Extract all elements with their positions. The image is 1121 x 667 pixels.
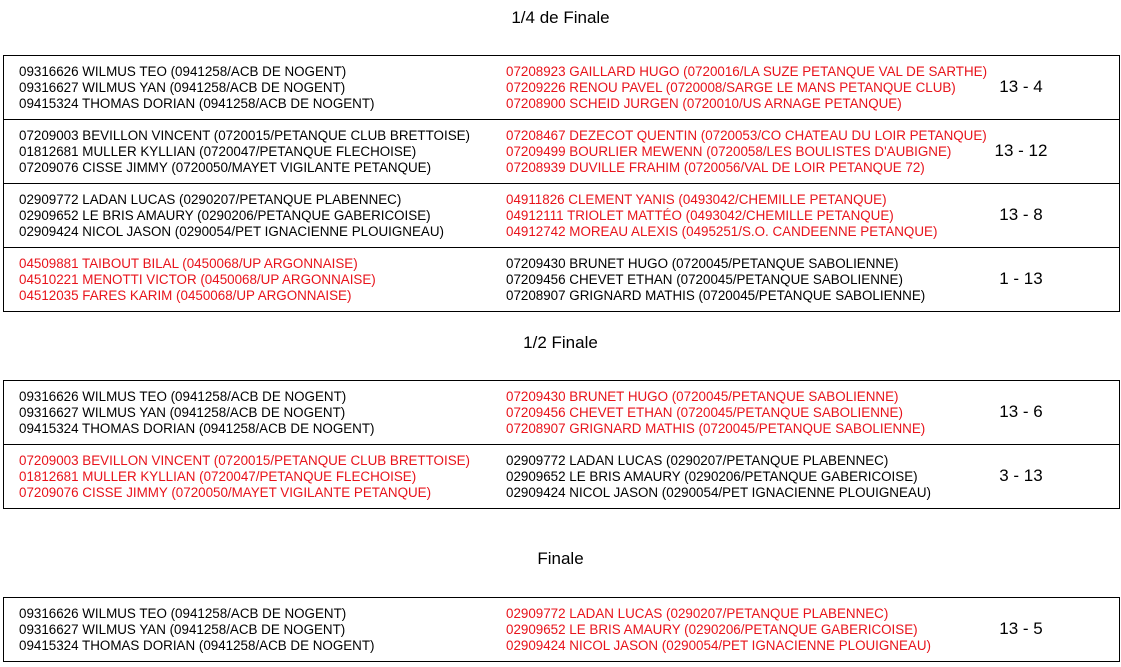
match-row xyxy=(4,56,1119,119)
player-entry: 07209076 CISSE JIMMY (0720050/MAYET VIGILANTE PETANQUE) xyxy=(19,485,432,501)
player-entry: 07209430 BRUNET HUGO (0720045/PETANQUE SABOLIENNE) xyxy=(506,389,899,404)
player-entry: 04512035 FARES KARIM (0450068/UP ARGONNAISE) xyxy=(19,288,352,304)
team-a-players xyxy=(19,256,376,305)
match-row xyxy=(4,444,1119,508)
team-a-players xyxy=(19,192,444,241)
team-a-players xyxy=(19,453,470,502)
team-b-players xyxy=(506,389,925,438)
team-b-players xyxy=(506,453,931,502)
match-score: 13 - 5 xyxy=(999,619,1043,638)
team-b-players xyxy=(506,192,937,241)
player-entry: 02909424 NICOL JASON (0290054/PET IGNACIENNE PLOUIGNEAU) xyxy=(19,224,444,240)
team-a-players xyxy=(19,389,375,438)
player-entry: 02909652 LE BRIS AMAURY (0290206/PETANQUE GABERICOISE) xyxy=(506,622,918,638)
player-entry: 09316627 WILMUS YAN (0941258/ACB DE NOGENT) xyxy=(19,622,346,638)
player-entry: 02909652 LE BRIS AMAURY (0290206/PETANQUE GABERICOISE) xyxy=(19,208,431,224)
player-entry: 04509881 TAIBOUT BILAL (0450068/UP ARGONNAISE) xyxy=(19,256,358,271)
player-entry: 09316627 WILMUS YAN (0941258/ACB DE NOGENT) xyxy=(19,405,346,421)
match-score: 13 - 8 xyxy=(999,205,1043,224)
stage-title-final: Finale xyxy=(537,549,584,568)
player-entry: 02909772 LADAN LUCAS (0290207/PETANQUE PLABENNEC) xyxy=(506,453,889,468)
results-table-final xyxy=(3,597,1120,662)
stage-title-semi-finals: 1/2 Finale xyxy=(523,333,598,352)
player-entry: 07209003 BEVILLON VINCENT (0720015/PETANQUE CLUB BRETTOISE) xyxy=(19,453,471,468)
match-score: 3 - 13 xyxy=(999,466,1043,485)
team-b-players xyxy=(506,256,925,305)
player-entry: 07209456 CHEVET ETHAN (0720045/PETANQUE SABOLIENNE) xyxy=(506,405,903,421)
player-entry: 09316626 WILMUS TEO (0941258/ACB DE NOGENT) xyxy=(19,606,347,621)
player-entry: 04911826 CLEMENT YANIS (0493042/CHEMILLE PETANQUE) xyxy=(506,192,887,207)
player-entry: 02909772 LADAN LUCAS (0290207/PETANQUE PLABENNEC) xyxy=(506,606,889,621)
player-entry: 09415324 THOMAS DORIAN (0941258/ACB DE NOGENT) xyxy=(19,638,375,654)
match-row xyxy=(4,598,1119,661)
match-row xyxy=(4,247,1119,311)
team-b-players xyxy=(506,128,987,177)
team-a-players xyxy=(19,606,375,655)
player-entry: 09415324 THOMAS DORIAN (0941258/ACB DE NOGENT) xyxy=(19,96,375,112)
player-entry: 07208923 GAILLARD HUGO (0720016/LA SUZE PETANQUE VAL DE SARTHE) xyxy=(506,64,988,79)
match-row xyxy=(4,183,1119,247)
player-entry: 02909424 NICOL JASON (0290054/PET IGNACIENNE PLOUIGNEAU) xyxy=(506,485,931,501)
match-score: 1 - 13 xyxy=(999,269,1043,288)
player-entry: 04912742 MOREAU ALEXIS (0495251/S.O. CANDEENNE PETANQUE) xyxy=(506,224,938,240)
player-entry: 09316626 WILMUS TEO (0941258/ACB DE NOGENT) xyxy=(19,389,347,404)
results-table-quarter-finals xyxy=(3,55,1120,312)
player-entry: 04912111 TRIOLET MATTÉO (0493042/CHEMILLE PETANQUE) xyxy=(506,208,894,224)
player-entry: 01812681 MULLER KYLLIAN (0720047/PETANQUE FLECHOISE) xyxy=(19,144,417,160)
player-entry: 07208907 GRIGNARD MATHIS (0720045/PETANQUE SABOLIENNE) xyxy=(506,288,926,304)
player-entry: 07208900 SCHEID JURGEN (0720010/US ARNAGE PETANQUE) xyxy=(506,96,902,112)
player-entry: 09316627 WILMUS YAN (0941258/ACB DE NOGENT) xyxy=(19,80,346,96)
stage-title-quarter-finals: 1/4 de Finale xyxy=(511,8,610,27)
player-entry: 07208907 GRIGNARD MATHIS (0720045/PETANQUE SABOLIENNE) xyxy=(506,421,926,437)
match-score: 13 - 6 xyxy=(999,402,1043,421)
player-entry: 07209003 BEVILLON VINCENT (0720015/PETANQUE CLUB BRETTOISE) xyxy=(19,128,471,143)
match-row xyxy=(4,381,1119,444)
team-a-players xyxy=(19,64,375,113)
team-b-players xyxy=(506,64,987,113)
player-entry: 07209076 CISSE JIMMY (0720050/MAYET VIGILANTE PETANQUE) xyxy=(19,160,432,176)
match-row xyxy=(4,119,1119,183)
player-entry: 02909652 LE BRIS AMAURY (0290206/PETANQUE GABERICOISE) xyxy=(506,469,918,485)
player-entry: 07209430 BRUNET HUGO (0720045/PETANQUE SABOLIENNE) xyxy=(506,256,899,271)
player-entry: 02909772 LADAN LUCAS (0290207/PETANQUE PLABENNEC) xyxy=(19,192,402,207)
team-b-players xyxy=(506,606,931,655)
player-entry: 01812681 MULLER KYLLIAN (0720047/PETANQUE FLECHOISE) xyxy=(19,469,417,485)
player-entry: 07208467 DEZECOT QUENTIN (0720053/CO CHATEAU DU LOIR PETANQUE) xyxy=(506,128,987,143)
player-entry: 09415324 THOMAS DORIAN (0941258/ACB DE NOGENT) xyxy=(19,421,375,437)
player-entry: 04510221 MENOTTI VICTOR (0450068/UP ARGONNAISE) xyxy=(19,272,376,288)
player-entry: 07209226 RENOU PAVEL (0720008/SARGE LE MANS PETANQUE CLUB) xyxy=(506,80,956,96)
team-a-players xyxy=(19,128,470,177)
player-entry: 07208939 DUVILLE FRAHIM (0720056/VAL DE LOIR PETANQUE 72) xyxy=(506,160,925,176)
match-score: 13 - 4 xyxy=(999,77,1043,96)
player-entry: 02909424 NICOL JASON (0290054/PET IGNACIENNE PLOUIGNEAU) xyxy=(506,638,931,654)
player-entry: 07209499 BOURLIER MEWENN (0720058/LES BOULISTES D'AUBIGNE) xyxy=(506,144,952,160)
results-table-semi-finals xyxy=(3,380,1120,509)
match-score: 13 - 12 xyxy=(994,141,1048,160)
player-entry: 07209456 CHEVET ETHAN (0720045/PETANQUE SABOLIENNE) xyxy=(506,272,903,288)
player-entry: 09316626 WILMUS TEO (0941258/ACB DE NOGENT) xyxy=(19,64,347,79)
